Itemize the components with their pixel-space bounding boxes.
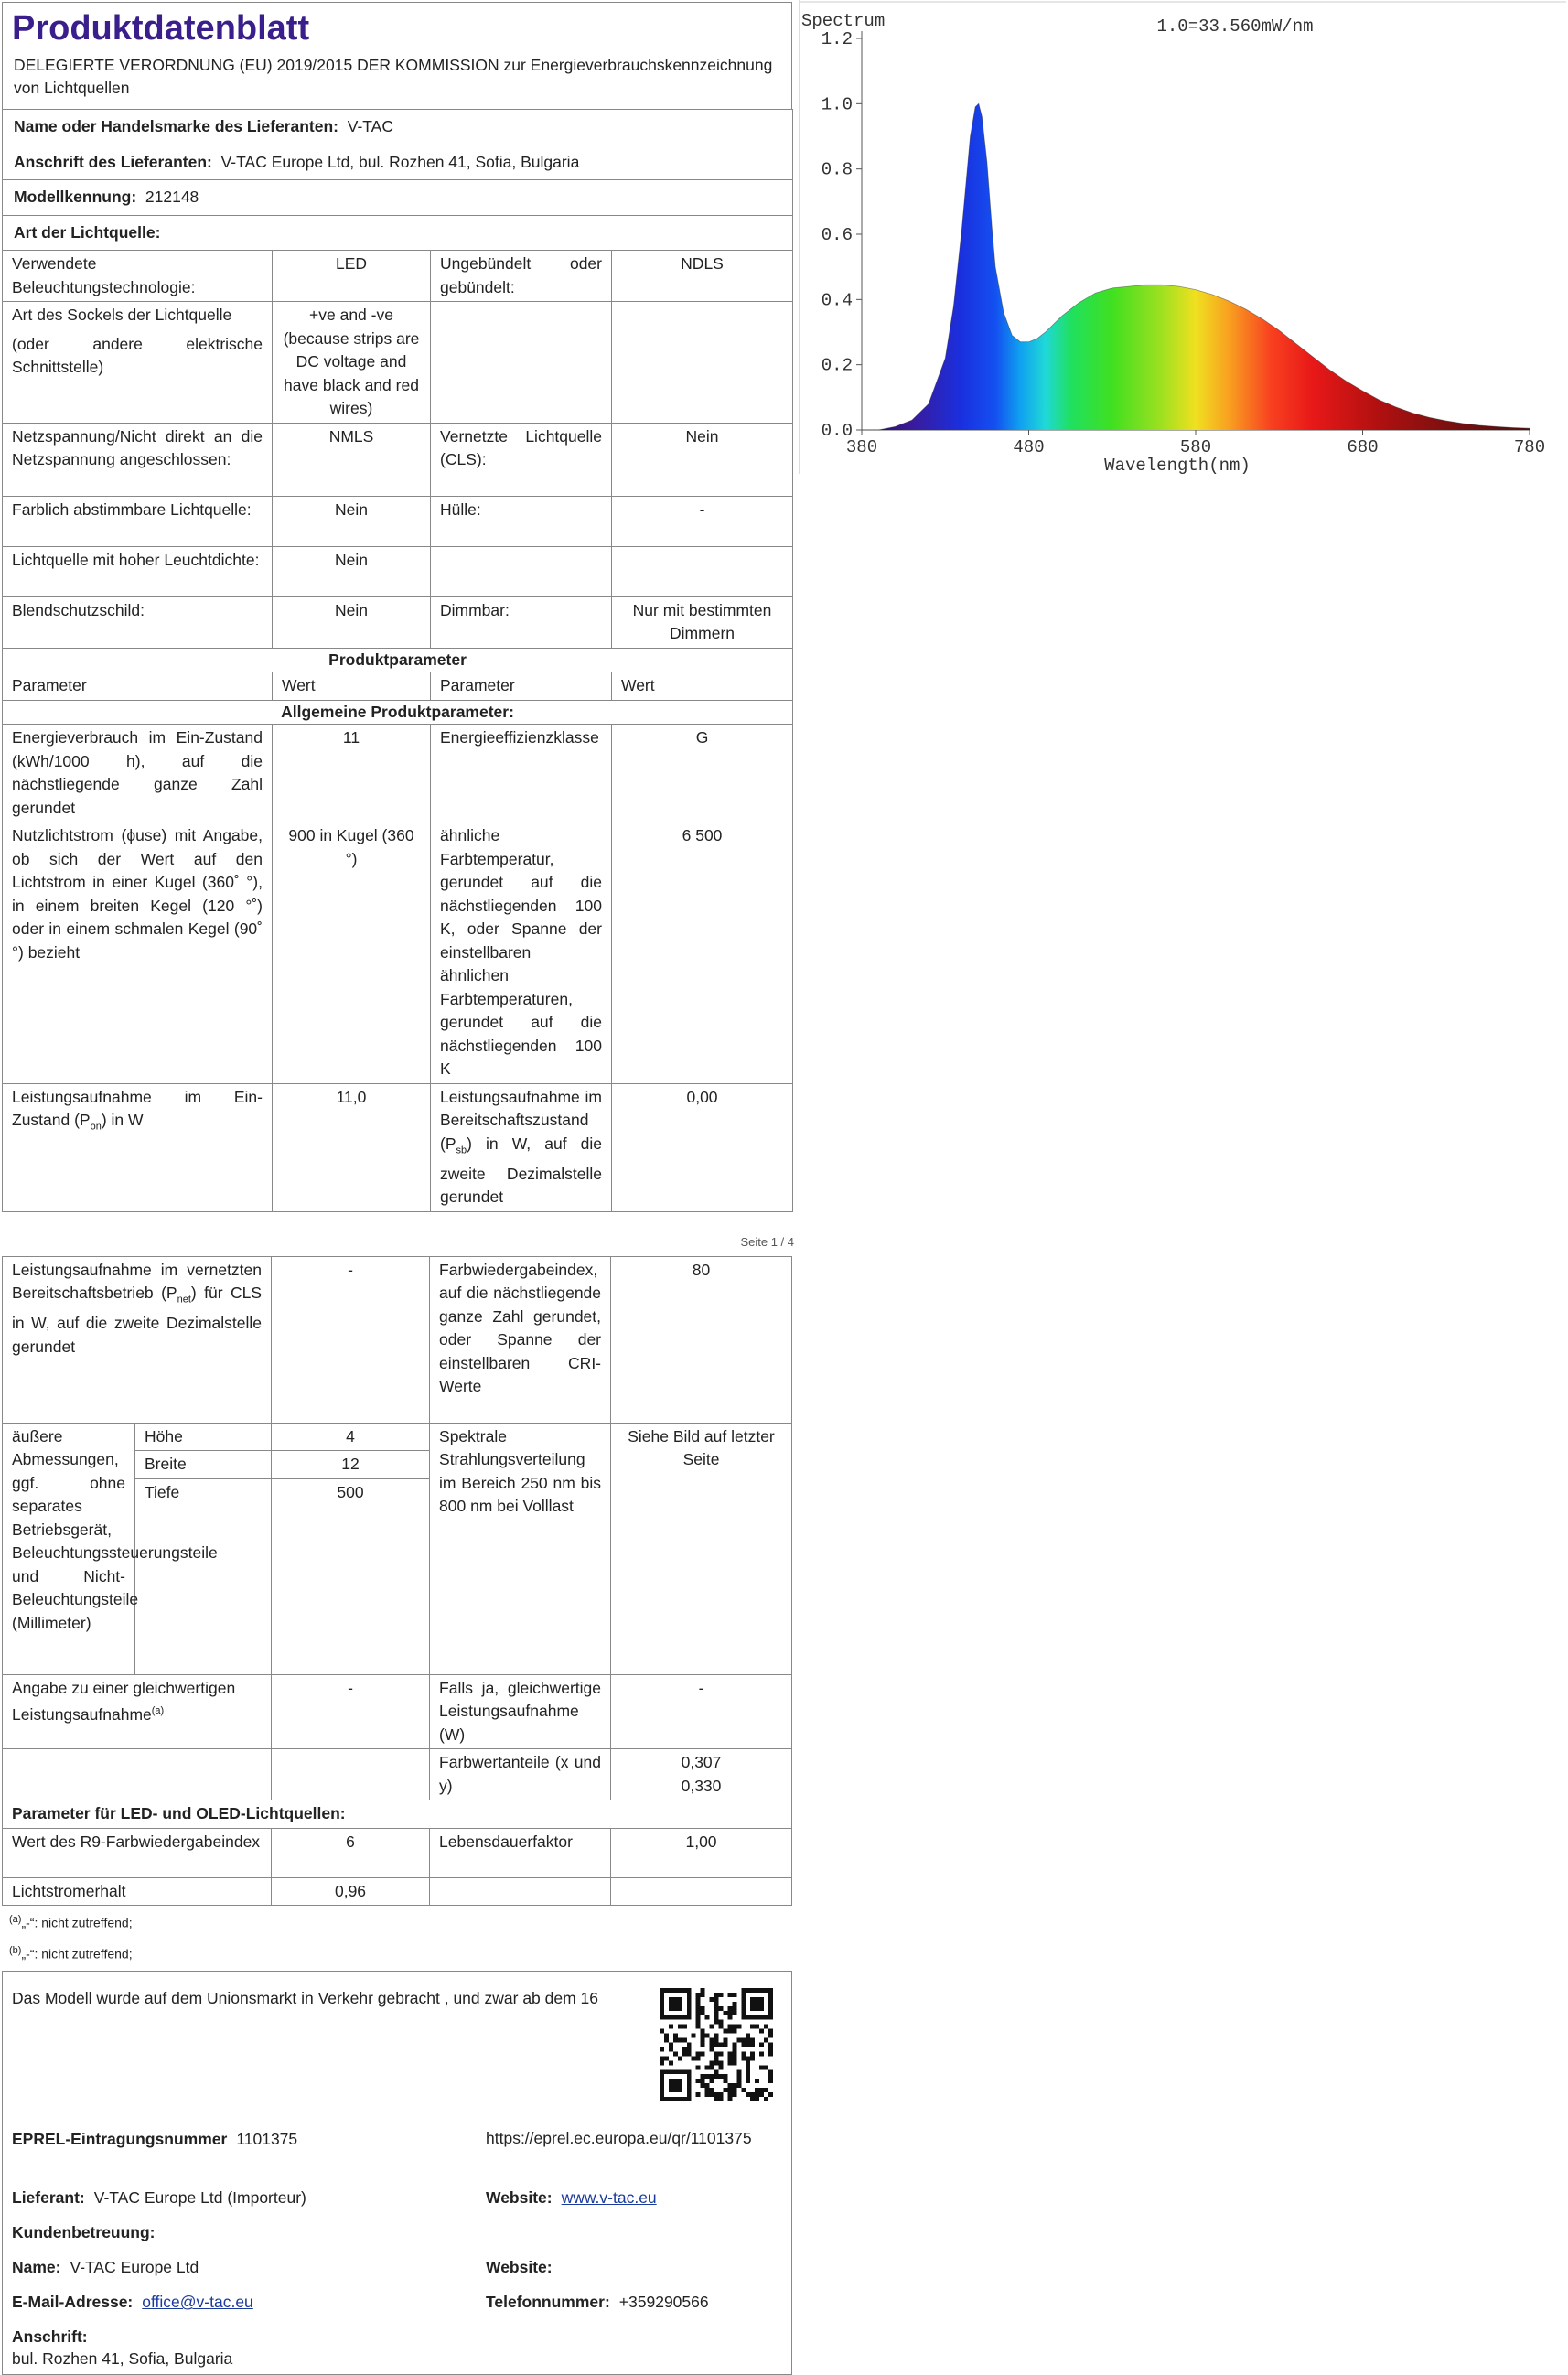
- footnote-a: [2, 1906, 792, 1937]
- chromaticity-x: 0,307: [681, 1753, 722, 1771]
- equivalent-watt-label: Falls ja, gleichwertige Leistungsaufnahme (W): [430, 1674, 611, 1749]
- product-parameters-heading: Produktparameter: [3, 648, 793, 672]
- bundled-label: Ungebündelt oder gebündelt:: [431, 251, 612, 302]
- page-title: Produktdatenblatt: [12, 9, 310, 48]
- parameters-table-page2: [2, 1256, 792, 1907]
- general-parameters-heading: Allgemeine Produktparameter:: [3, 700, 793, 725]
- dimensions-label: äußere Abmessungen, ggf. ohne separates Betriebsgerät, Beleuchtungssteuerungsteile und Nicht-Beleuchtungsteile (Millimeter): [3, 1423, 135, 1674]
- col-header-parameter: Parameter: [431, 672, 612, 701]
- socket-label-2: (oder andere elektrische Schnittstelle): [12, 334, 263, 376]
- glare-value: Nein: [273, 596, 431, 648]
- pnet-sub: net: [177, 1294, 191, 1306]
- supplier-name-label: Name oder Handelsmarke des Lieferanten:: [14, 117, 338, 135]
- lumen-maintenance-label: Lichtstromerhalt: [3, 1877, 272, 1906]
- lifetime-factor-label: Lebensdauerfaktor: [430, 1828, 611, 1877]
- eu-supplier-value: V-TAC Europe Ltd (Importeur): [93, 2188, 306, 2208]
- footnote-b: [2, 1937, 792, 1968]
- pon-label-b: ) in W: [101, 1111, 144, 1129]
- envelope-label: Hülle:: [431, 496, 612, 546]
- customer-service-heading: [12, 2220, 165, 2244]
- networked-standby-label: [3, 1256, 272, 1423]
- glare-label: Blendschutzschild:: [3, 596, 273, 648]
- chromaticity-y: 0,330: [681, 1776, 722, 1795]
- equiv-sup: (a): [151, 1705, 165, 1716]
- phone-row: [486, 2290, 709, 2314]
- x-tick-label: 780: [1513, 437, 1546, 457]
- cri-label: Farbwiedergabeindex, auf die nächstliegende ganze Zahl gerundet, oder Spanne der einstellbaren CRI-Werte: [430, 1256, 611, 1423]
- y-tick-label: 1.2: [821, 29, 853, 49]
- col-header-value: Wert: [612, 672, 793, 701]
- eprel-link[interactable]: https://eprel.ec.europa.eu/qr/1101375: [486, 2129, 752, 2148]
- y-tick-label: 0.0: [821, 421, 853, 441]
- footnote-b-marker: (b): [9, 1944, 22, 1956]
- pon-label-a: Leistungsaufnahme im Ein-Zustand (P: [12, 1087, 263, 1129]
- x-tick-label: 680: [1347, 437, 1379, 457]
- depth-value: 500: [272, 1478, 430, 1674]
- energy-class-label: Energieeffizienzklasse: [431, 725, 612, 822]
- x-tick-label: 480: [1013, 437, 1045, 457]
- regulation-subtitle: DELEGIERTE VERORDNUNG (EU) 2019/2015 DER KOMMISSION zur Energieverbrauchskennzeichnung von Lichtquellen: [14, 56, 773, 97]
- luminous-flux-label: Nutzlichtstrom (ϕuse) mit Angabe, ob sich der Wert auf den Lichtstrom in einer Kugel (360˚ °), in einem breiten Kegel (120 °˚) oder in einem schmalen Kegel (90˚ °) bezieht: [3, 822, 273, 1084]
- customer-service-label: Kundenbetreuung:: [12, 2223, 156, 2242]
- high-luminance-label: Lichtquelle mit hoher Leuchtdichte:: [3, 546, 273, 596]
- depth-label: Tiefe: [135, 1478, 272, 1674]
- empty-cell: [612, 302, 793, 424]
- website-label: Website:: [486, 2188, 553, 2208]
- equiv-label-text: Angabe zu einer gleichwertigen Leistungsaufnahme: [12, 1678, 236, 1724]
- footnote-b-text: „-“: nicht zutreffend;: [21, 1946, 133, 1961]
- psb-sub: sb: [456, 1145, 467, 1155]
- col-header-value: Wert: [273, 672, 431, 701]
- y-tick-label: 0.4: [821, 290, 853, 311]
- chromaticity-value: [611, 1749, 792, 1800]
- y-tick-label: 0.2: [821, 355, 853, 376]
- service-website-label: Website:: [486, 2258, 553, 2277]
- lightsource-type-heading: Art der Lichtquelle:: [3, 215, 793, 251]
- supplier-address-label: Anschrift des Lieferanten:: [14, 152, 212, 171]
- supplier-name-row: [3, 110, 793, 145]
- footnote-a-marker: (a): [9, 1914, 22, 1925]
- empty-cell: [3, 1749, 272, 1800]
- phone-value: +359290566: [618, 2293, 709, 2312]
- website-row: [486, 2186, 657, 2209]
- chromaticity-label: Farbwertanteile (x und y): [430, 1749, 611, 1800]
- color-tunable-label: Farblich abstimmbare Lichtquelle:: [3, 496, 273, 546]
- email-label: E-Mail-Adresse:: [12, 2293, 134, 2312]
- spectral-distribution-value: Siehe Bild auf letzter Seite: [611, 1423, 792, 1674]
- supplier-table: [2, 109, 793, 1212]
- pnet-label-a: Leistungsaufnahme im vernetzten Bereitschaftsbetrieb (P: [12, 1260, 263, 1302]
- high-luminance-value: Nein: [273, 546, 431, 596]
- eprel-label: EPREL-Eintragungsnummer: [12, 2130, 228, 2149]
- led-parameters-heading: Parameter für LED- und OLED-Lichtquellen:: [3, 1800, 792, 1829]
- equivalent-power-value: -: [272, 1674, 430, 1749]
- energy-consumption-value: 11: [273, 725, 431, 822]
- tech-value: LED: [273, 251, 431, 302]
- equivalent-power-label: [3, 1674, 272, 1749]
- pon-sub: on: [90, 1121, 102, 1133]
- spectrum-chart: [798, 0, 1568, 476]
- bundled-value: NDLS: [612, 251, 793, 302]
- dimmable-label: Dimmbar:: [431, 596, 612, 648]
- eu-market-info: [2, 1971, 792, 2375]
- pnet-label-b: ) für CLS in W, auf die zweite Dezimalstelle gerundet: [12, 1284, 263, 1356]
- eu-supplier-label: Lieferant:: [12, 2188, 85, 2208]
- eprel-value: 1101375: [236, 2130, 298, 2149]
- service-address-value: bul. Rozhen 41, Sofia, Bulgaria: [12, 2349, 233, 2369]
- service-address-label: [12, 2325, 97, 2348]
- r9-label: Wert des R9-Farbwiedergabeindex: [3, 1828, 272, 1877]
- spectrum-chart-panel: [798, 0, 1568, 476]
- psb-label-a: Leistungsaufnahme im Bereitschaftszustand (P: [440, 1087, 602, 1153]
- standby-power-value: 0,00: [612, 1083, 793, 1211]
- dimmable-value: Nur mit bestimmten Dimmern: [612, 596, 793, 648]
- color-tunable-value: Nein: [273, 496, 431, 546]
- service-address-label-text: Anschrift:: [12, 2327, 88, 2347]
- envelope-value: -: [612, 496, 793, 546]
- standby-power-label: [431, 1083, 612, 1211]
- luminous-flux-value: 900 in Kugel (360 °): [273, 822, 431, 1084]
- website-link[interactable]: www.v-tac.eu: [561, 2188, 657, 2208]
- psb-label-b: ) in W, auf die zweite Dezimalstelle gerundet: [440, 1134, 602, 1206]
- x-axis-label: Wavelength(nm): [1104, 456, 1251, 476]
- energy-class-value: G: [612, 725, 793, 822]
- height-label: Höhe: [135, 1423, 272, 1451]
- supplier-address-value: V-TAC Europe Ltd, bul. Rozhen 41, Sofia, Bulgaria: [220, 152, 580, 171]
- socket-label: Art des Sockels der Lichtquelle: [12, 306, 232, 324]
- col-header-parameter: Parameter: [3, 672, 273, 701]
- lumen-maintenance-value: 0,96: [272, 1877, 430, 1906]
- energy-consumption-label: Energieverbrauch im Ein-Zustand (kWh/1000 h), auf die nächstliegende ganze Zahl gerundet: [3, 725, 273, 822]
- chart-annotation: 1.0=33.560mW/nm: [1156, 16, 1314, 37]
- service-website-row: [486, 2255, 562, 2279]
- email-row: [12, 2290, 253, 2314]
- spectrum-area: [862, 103, 1530, 430]
- width-label: Breite: [135, 1451, 272, 1479]
- market-date-text: Das Modell wurde auf dem Unionsmarkt in Verkehr gebracht , und zwar ab dem 16: [12, 1989, 599, 2008]
- empty-cell: [612, 546, 793, 596]
- cct-label: ähnliche Farbtemperatur, gerundet auf die nächstliegenden 100 K, oder Spanne der einstellbaren ähnlichen Farbtemperaturen, gerundet auf die nächstliegenden 100 K: [431, 822, 612, 1084]
- eprel-row: [12, 2127, 297, 2151]
- width-value: 12: [272, 1451, 430, 1479]
- y-tick-label: 0.8: [821, 159, 853, 180]
- lifetime-factor-value: 1,00: [611, 1828, 792, 1877]
- y-tick-label: 0.6: [821, 225, 853, 245]
- cls-value: Nein: [612, 423, 793, 496]
- page-number: Seite 1 / 4: [740, 1234, 794, 1249]
- model-value: 212148: [145, 188, 199, 206]
- cct-value: 6 500: [612, 822, 793, 1084]
- model-label: Modellkennung:: [14, 188, 137, 206]
- service-name-row: [12, 2255, 199, 2279]
- socket-cell: [3, 302, 273, 424]
- email-link[interactable]: office@v-tac.eu: [142, 2293, 253, 2312]
- chart-title: Spectrum: [801, 11, 886, 31]
- footnote-a-text: „-“: nicht zutreffend;: [21, 1915, 133, 1930]
- empty-cell: [431, 546, 612, 596]
- r9-value: 6: [272, 1828, 430, 1877]
- product-datasheet: [2, 2, 792, 2375]
- empty-cell: [611, 1877, 792, 1906]
- cri-value: 80: [611, 1256, 792, 1423]
- mains-label: Netzspannung/Nicht direkt an die Netzspannung angeschlossen:: [3, 423, 273, 496]
- service-name-value: V-TAC Europe Ltd: [70, 2258, 199, 2277]
- supplier-row: [12, 2186, 306, 2209]
- equivalent-watt-value: -: [611, 1674, 792, 1749]
- socket-value: +ve and -ve (because strips are DC voltage and have black and red wires): [273, 302, 431, 424]
- height-value: 4: [272, 1423, 430, 1451]
- y-tick-label: 1.0: [821, 94, 853, 115]
- networked-standby-value: -: [272, 1256, 430, 1423]
- spectral-distribution-label: Spektrale Strahlungsverteilung im Bereich 250 nm bis 800 nm bei Volllast: [430, 1423, 611, 1674]
- supplier-name-value: V-TAC: [347, 117, 393, 135]
- sheet-header: [2, 2, 792, 109]
- mains-value: NMLS: [273, 423, 431, 496]
- empty-cell: [430, 1877, 611, 1906]
- empty-cell: [431, 302, 612, 424]
- cls-label: Vernetzte Lichtquelle (CLS):: [431, 423, 612, 496]
- phone-label: Telefonnummer:: [486, 2293, 610, 2312]
- x-tick-label: 380: [845, 437, 878, 457]
- empty-cell: [272, 1749, 430, 1800]
- on-mode-power-label: [3, 1083, 273, 1211]
- model-row: [3, 180, 793, 216]
- tech-label: Verwendete Beleuchtungstechnologie:: [3, 251, 273, 302]
- service-name-label: Name:: [12, 2258, 61, 2277]
- on-mode-power-value: 11,0: [273, 1083, 431, 1211]
- qr-code-icon[interactable]: [660, 1988, 773, 2101]
- supplier-address-row: [3, 145, 793, 180]
- x-tick-label: 580: [1179, 437, 1212, 457]
